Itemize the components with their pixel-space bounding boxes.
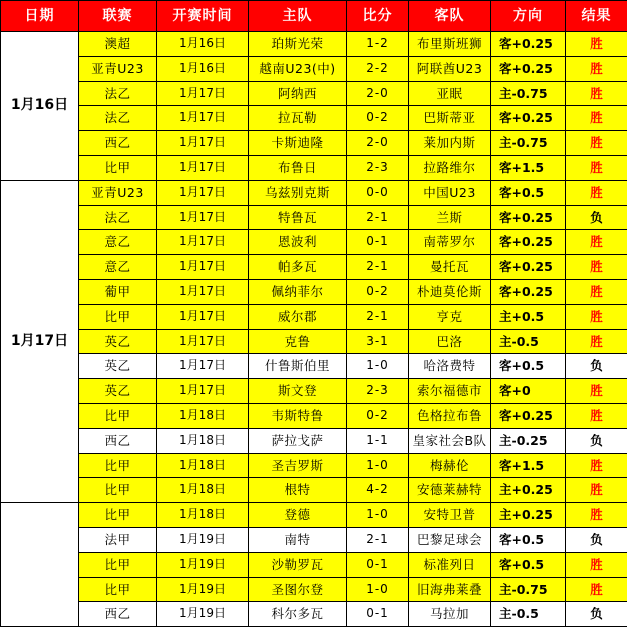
- direction-cell: 主-0.75: [491, 131, 566, 156]
- away-team-cell: 莱加内斯: [409, 131, 491, 156]
- league-cell: 英乙: [79, 354, 157, 379]
- league-cell: 英乙: [79, 329, 157, 354]
- direction-cell: 客+0: [491, 379, 566, 404]
- league-cell: 亚青U23: [79, 56, 157, 81]
- league-cell: 澳超: [79, 32, 157, 57]
- direction-cell: 主-0.5: [491, 329, 566, 354]
- home-team-cell: 沙勒罗瓦: [249, 552, 347, 577]
- home-team-cell: 乌兹别克斯: [249, 180, 347, 205]
- table-row: [1, 354, 627, 379]
- table-row: [1, 552, 627, 577]
- kickoff-time-cell: 1月19日: [157, 552, 249, 577]
- direction-cell: 客+0.25: [491, 56, 566, 81]
- away-team-cell: 索尔福德市: [409, 379, 491, 404]
- table-row: [1, 602, 627, 627]
- table-row: [1, 205, 627, 230]
- direction-cell: 客+0.5: [491, 354, 566, 379]
- kickoff-time-cell: 1月16日: [157, 56, 249, 81]
- away-team-cell: 巴斯蒂亚: [409, 106, 491, 131]
- header-score: 比分: [347, 1, 409, 32]
- home-team-cell: 韦斯特鲁: [249, 403, 347, 428]
- score-cell: 1-0: [347, 354, 409, 379]
- kickoff-time-cell: 1月17日: [157, 230, 249, 255]
- table-row: [1, 478, 627, 503]
- score-cell: 0-2: [347, 106, 409, 131]
- result-cell: 胜: [566, 255, 627, 280]
- score-cell: 1-2: [347, 32, 409, 57]
- result-cell: 胜: [566, 552, 627, 577]
- away-team-cell: 拉路维尔: [409, 155, 491, 180]
- kickoff-time-cell: 1月18日: [157, 403, 249, 428]
- league-cell: 比甲: [79, 453, 157, 478]
- league-cell: 法乙: [79, 81, 157, 106]
- score-cell: 0-2: [347, 279, 409, 304]
- league-cell: 法甲: [79, 527, 157, 552]
- league-cell: 英乙: [79, 379, 157, 404]
- kickoff-time-cell: 1月18日: [157, 503, 249, 528]
- league-cell: 西乙: [79, 428, 157, 453]
- kickoff-time-cell: 1月18日: [157, 453, 249, 478]
- kickoff-time-cell: 1月17日: [157, 180, 249, 205]
- home-team-cell: 卡斯迪隆: [249, 131, 347, 156]
- table-row: [1, 106, 627, 131]
- home-team-cell: 萨拉戈萨: [249, 428, 347, 453]
- score-cell: 2-1: [347, 205, 409, 230]
- direction-cell: 客+0.5: [491, 180, 566, 205]
- away-team-cell: 马拉加: [409, 602, 491, 627]
- kickoff-time-cell: 1月17日: [157, 255, 249, 280]
- kickoff-time-cell: 1月17日: [157, 329, 249, 354]
- league-cell: 西乙: [79, 602, 157, 627]
- result-cell: 胜: [566, 32, 627, 57]
- table-row: [1, 255, 627, 280]
- table-row: [1, 527, 627, 552]
- table-row: [1, 131, 627, 156]
- score-cell: 1-0: [347, 577, 409, 602]
- result-cell: 胜: [566, 155, 627, 180]
- kickoff-time-cell: 1月17日: [157, 354, 249, 379]
- table-row: [1, 32, 627, 57]
- result-cell: 胜: [566, 56, 627, 81]
- league-cell: 法乙: [79, 106, 157, 131]
- home-team-cell: 佩纳菲尔: [249, 279, 347, 304]
- score-cell: 0-1: [347, 602, 409, 627]
- score-cell: 2-3: [347, 155, 409, 180]
- direction-cell: 主+0.25: [491, 478, 566, 503]
- table-row: [1, 304, 627, 329]
- table-body: [1, 32, 627, 627]
- score-cell: 0-2: [347, 403, 409, 428]
- away-team-cell: 阿联酋U23: [409, 56, 491, 81]
- direction-cell: 主-0.75: [491, 577, 566, 602]
- kickoff-time-cell: 1月18日: [157, 478, 249, 503]
- table-row: [1, 230, 627, 255]
- date-group-label: [1, 503, 79, 627]
- direction-cell: 主-0.5: [491, 602, 566, 627]
- kickoff-time-cell: 1月17日: [157, 131, 249, 156]
- result-cell: 胜: [566, 106, 627, 131]
- away-team-cell: 色格拉布鲁: [409, 403, 491, 428]
- direction-cell: 客+0.25: [491, 205, 566, 230]
- home-team-cell: 阿纳西: [249, 81, 347, 106]
- league-cell: 比甲: [79, 478, 157, 503]
- direction-cell: 客+0.25: [491, 403, 566, 428]
- result-cell: 负: [566, 205, 627, 230]
- result-cell: 胜: [566, 131, 627, 156]
- kickoff-time-cell: 1月17日: [157, 81, 249, 106]
- table-row: [1, 180, 627, 205]
- table-row: [1, 379, 627, 404]
- kickoff-time-cell: 1月16日: [157, 32, 249, 57]
- score-cell: 1-0: [347, 503, 409, 528]
- away-team-cell: 曼托瓦: [409, 255, 491, 280]
- header-home-team: 主队: [249, 1, 347, 32]
- table-header: [1, 1, 627, 32]
- result-cell: 胜: [566, 279, 627, 304]
- league-cell: 比甲: [79, 403, 157, 428]
- away-team-cell: 南蒂罗尔: [409, 230, 491, 255]
- away-team-cell: 兰斯: [409, 205, 491, 230]
- home-team-cell: 什鲁斯伯里: [249, 354, 347, 379]
- away-team-cell: 亚眠: [409, 81, 491, 106]
- result-cell: 胜: [566, 81, 627, 106]
- score-cell: 2-1: [347, 304, 409, 329]
- header-date: 日期: [1, 1, 79, 32]
- home-team-cell: 恩波利: [249, 230, 347, 255]
- home-team-cell: 圣图尔登: [249, 577, 347, 602]
- table-row: [1, 155, 627, 180]
- away-team-cell: 朴迪莫伦斯: [409, 279, 491, 304]
- home-team-cell: 布鲁日: [249, 155, 347, 180]
- away-team-cell: 巴洛: [409, 329, 491, 354]
- league-cell: 意乙: [79, 230, 157, 255]
- direction-cell: 主+0.25: [491, 503, 566, 528]
- league-cell: 亚青U23: [79, 180, 157, 205]
- score-cell: 0-1: [347, 230, 409, 255]
- header-row: [1, 1, 627, 32]
- score-cell: 1-1: [347, 428, 409, 453]
- league-cell: 比甲: [79, 577, 157, 602]
- away-team-cell: 皇家社会B队: [409, 428, 491, 453]
- away-team-cell: 旧海弗莱叠: [409, 577, 491, 602]
- score-cell: 3-1: [347, 329, 409, 354]
- table-row: [1, 453, 627, 478]
- kickoff-time-cell: 1月18日: [157, 428, 249, 453]
- kickoff-time-cell: 1月17日: [157, 379, 249, 404]
- kickoff-time-cell: 1月17日: [157, 205, 249, 230]
- table-row: [1, 56, 627, 81]
- home-team-cell: 南特: [249, 527, 347, 552]
- league-cell: 葡甲: [79, 279, 157, 304]
- home-team-cell: 特鲁瓦: [249, 205, 347, 230]
- away-team-cell: 哈洛费特: [409, 354, 491, 379]
- direction-cell: 客+0.5: [491, 527, 566, 552]
- direction-cell: 主+0.5: [491, 304, 566, 329]
- result-cell: 胜: [566, 503, 627, 528]
- result-cell: 胜: [566, 379, 627, 404]
- direction-cell: 客+0.25: [491, 279, 566, 304]
- table-row: [1, 503, 627, 528]
- result-cell: 负: [566, 428, 627, 453]
- home-team-cell: 斯文登: [249, 379, 347, 404]
- kickoff-time-cell: 1月17日: [157, 279, 249, 304]
- date-group-label: 1月16日: [1, 32, 79, 181]
- league-cell: 意乙: [79, 255, 157, 280]
- score-cell: 1-0: [347, 453, 409, 478]
- header-away-team: 客队: [409, 1, 491, 32]
- table-row: [1, 577, 627, 602]
- direction-cell: 客+1.5: [491, 453, 566, 478]
- result-cell: 胜: [566, 180, 627, 205]
- score-cell: 2-2: [347, 56, 409, 81]
- score-cell: 2-0: [347, 81, 409, 106]
- direction-cell: 客+0.25: [491, 230, 566, 255]
- direction-cell: 客+0.25: [491, 255, 566, 280]
- date-group-label: 1月17日: [1, 180, 79, 502]
- result-cell: 负: [566, 527, 627, 552]
- direction-cell: 客+0.25: [491, 106, 566, 131]
- result-cell: 胜: [566, 577, 627, 602]
- table-row: [1, 279, 627, 304]
- home-team-cell: 克鲁: [249, 329, 347, 354]
- header-league: 联赛: [79, 1, 157, 32]
- home-team-cell: 越南U23(中): [249, 56, 347, 81]
- home-team-cell: 登德: [249, 503, 347, 528]
- league-cell: 法乙: [79, 205, 157, 230]
- table-row: [1, 428, 627, 453]
- table-row: [1, 403, 627, 428]
- direction-cell: 客+0.25: [491, 32, 566, 57]
- score-cell: 2-1: [347, 527, 409, 552]
- away-team-cell: 亨克: [409, 304, 491, 329]
- direction-cell: 客+1.5: [491, 155, 566, 180]
- score-cell: 4-2: [347, 478, 409, 503]
- score-cell: 2-1: [347, 255, 409, 280]
- home-team-cell: 圣吉罗斯: [249, 453, 347, 478]
- result-cell: 胜: [566, 453, 627, 478]
- result-cell: 胜: [566, 403, 627, 428]
- result-cell: 胜: [566, 304, 627, 329]
- score-cell: 0-1: [347, 552, 409, 577]
- header-result: 结果: [566, 1, 627, 32]
- away-team-cell: 标准列日: [409, 552, 491, 577]
- league-cell: 比甲: [79, 503, 157, 528]
- home-team-cell: 科尔多瓦: [249, 602, 347, 627]
- league-cell: 比甲: [79, 155, 157, 180]
- home-team-cell: 帕多瓦: [249, 255, 347, 280]
- away-team-cell: 巴黎足球会: [409, 527, 491, 552]
- table-row: [1, 329, 627, 354]
- direction-cell: 主-0.75: [491, 81, 566, 106]
- result-cell: 胜: [566, 329, 627, 354]
- table-row: [1, 81, 627, 106]
- kickoff-time-cell: 1月19日: [157, 527, 249, 552]
- league-cell: 比甲: [79, 552, 157, 577]
- away-team-cell: 安德莱赫特: [409, 478, 491, 503]
- header-kickoff-time: 开赛时间: [157, 1, 249, 32]
- home-team-cell: 拉瓦勒: [249, 106, 347, 131]
- header-direction: 方向: [491, 1, 566, 32]
- league-cell: 比甲: [79, 304, 157, 329]
- away-team-cell: 中国U23: [409, 180, 491, 205]
- direction-cell: 主-0.25: [491, 428, 566, 453]
- home-team-cell: 珀斯光荣: [249, 32, 347, 57]
- home-team-cell: 威尔郡: [249, 304, 347, 329]
- away-team-cell: 梅赫伦: [409, 453, 491, 478]
- away-team-cell: 布里斯班狮: [409, 32, 491, 57]
- score-cell: 0-0: [347, 180, 409, 205]
- away-team-cell: 安特卫普: [409, 503, 491, 528]
- score-cell: 2-0: [347, 131, 409, 156]
- kickoff-time-cell: 1月17日: [157, 304, 249, 329]
- direction-cell: 客+0.5: [491, 552, 566, 577]
- result-cell: 胜: [566, 478, 627, 503]
- kickoff-time-cell: 1月17日: [157, 155, 249, 180]
- home-team-cell: 根特: [249, 478, 347, 503]
- kickoff-time-cell: 1月19日: [157, 602, 249, 627]
- kickoff-time-cell: 1月19日: [157, 577, 249, 602]
- score-cell: 2-3: [347, 379, 409, 404]
- league-cell: 西乙: [79, 131, 157, 156]
- result-cell: 胜: [566, 230, 627, 255]
- kickoff-time-cell: 1月17日: [157, 106, 249, 131]
- result-cell: 负: [566, 602, 627, 627]
- result-cell: 负: [566, 354, 627, 379]
